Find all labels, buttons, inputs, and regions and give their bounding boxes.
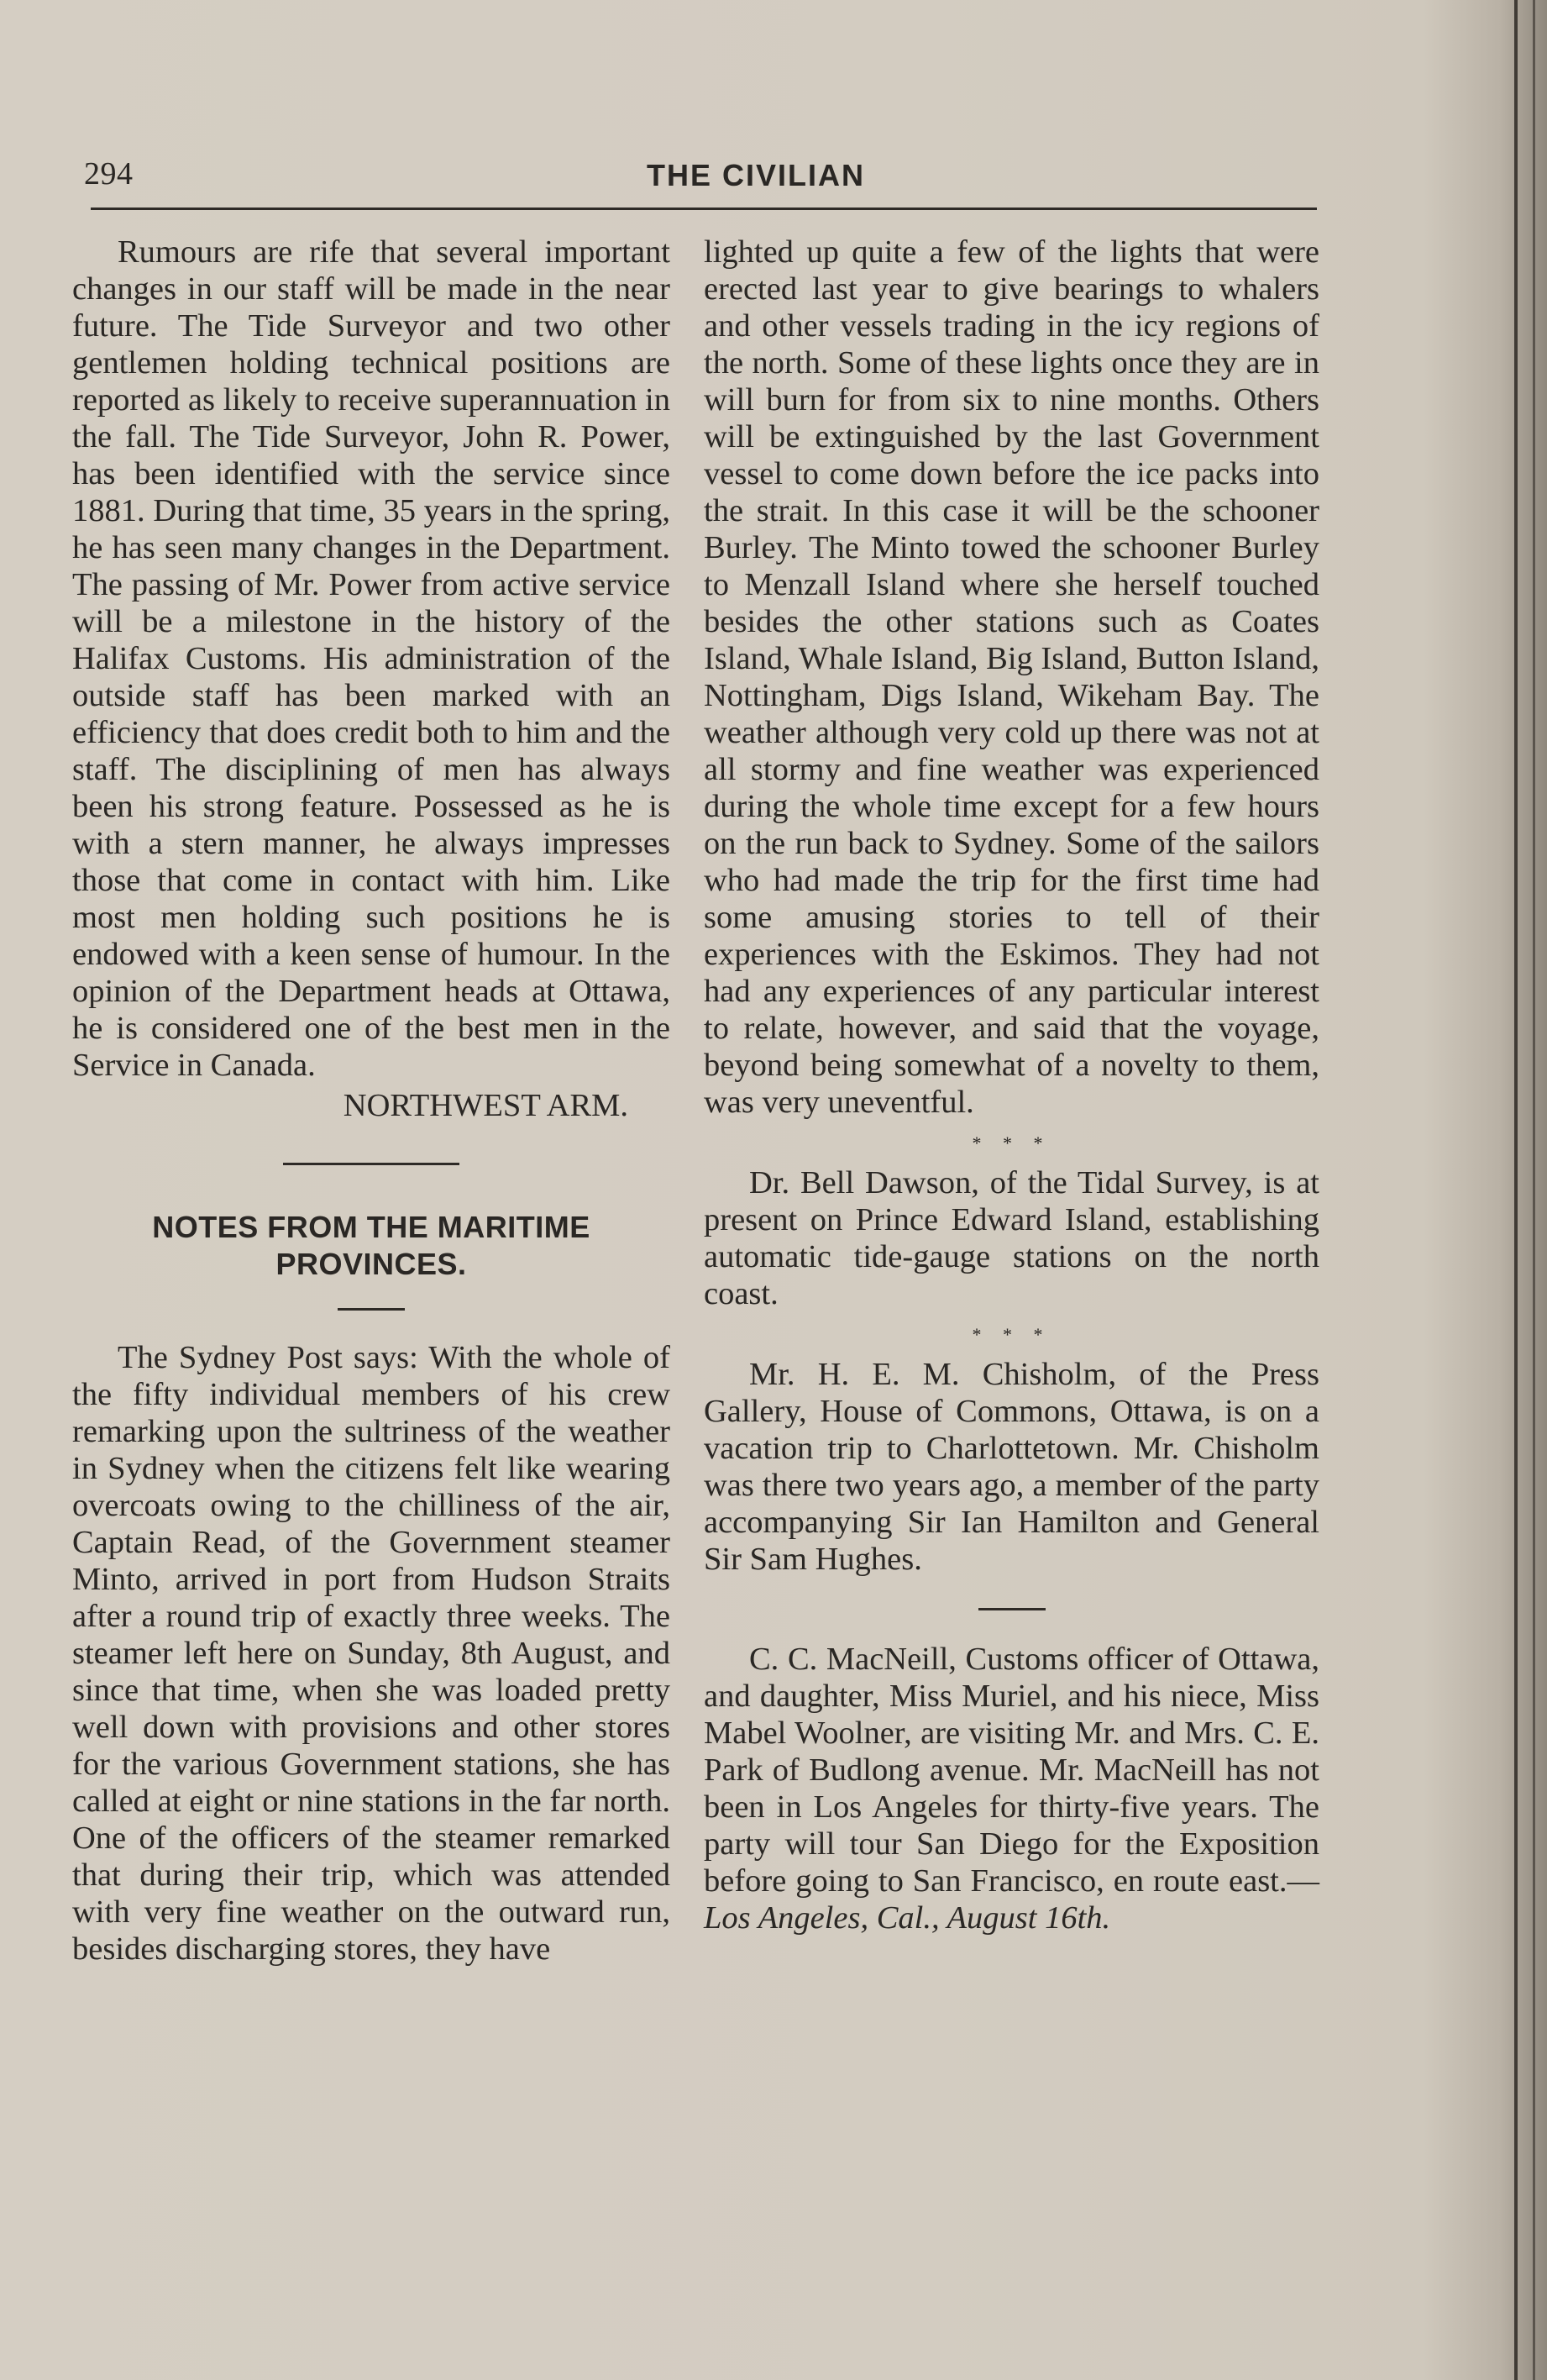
section-divider	[283, 1163, 459, 1165]
paragraph-source: Los Angeles, Cal., August 16th.	[704, 1900, 1111, 1936]
article-paragraph	[704, 1641, 1319, 1936]
article-paragraph: Mr. H. E. M. Chisholm, of the Press Gallery, House of Commons, Ottawa, is on a vacation trip to Charlottetown. Mr. Chisholm was there two years ago, a member of the party accompanying Sir Ian Hamilton and General Sir Sam Hughes.	[704, 1357, 1319, 1577]
paragraph-text: C. C. MacNeill, Customs officer of Ottawa, and daughter, Miss Muriel, and his niece, Miss Mabel Woolner, are visiting Mr. and Mrs. C. E. Park of Budlong avenue. Mr. MacNeill has not been in Los Angeles for thirty-five years. The party will tour San Diego for the Exposition before going to San Francisco, en route east.—	[704, 1642, 1319, 1899]
article-signature: NORTHWEST ARM.	[343, 1088, 628, 1123]
page-edge-line	[1533, 0, 1535, 2380]
journal-title: THE CIVILIAN	[646, 158, 865, 192]
article-paragraph: Dr. Bell Dawson, of the Tidal Survey, is at present on Prince Edward Island, establishing automatic tide-gauge stations on the north coast.	[704, 1165, 1319, 1311]
right-column	[704, 234, 1319, 1936]
separator-stars: * * *	[972, 1324, 1051, 1345]
page-edge-line	[1514, 0, 1518, 2380]
separator-stars: * * *	[972, 1132, 1051, 1153]
article-paragraph: lighted up quite a few of the lights that were erected last year to give bearings to whalers and other vessels trading in the icy regions of the north. Some of these lights once they are in will burn for from six to nine months. Others will be extinguished by the last Government vessel to come down before the ice packs into the strait. In this case it will be the schooner Burley. The Minto towed the schooner Burley to Menzall Island where she herself touched besides the other stations such as Coates Island, Whale Island, Big Island, Button Island, Nottingham, Digs Island, Wikeham Bay. The weather although very cold up there was not at all stormy and fine weather was experienced during the whole time except for a few hours on the run back to Sydney. Some of the sailors who had made the trip for the first time had some amusing stories to tell of their experiences with the Eskimos. They had not had any experiences of any particular interest to relate, however, and said that the voyage, beyond being somewhat of a novelty to them, was very uneventful.	[704, 234, 1319, 1120]
article-paragraph: The Sydney Post says: With the whole of the fifty individual members of his crew remarking upon the sultriness of the weather in Sydney when the citizens felt like wearing overcoats owing to the chilliness of the air, Captain Read, of the Government steamer Minto, arrived in port from Hudson Straits after a round trip of exactly three weeks. The steamer left here on Sunday, 8th August, and since that time, when she was loaded pretty well down with provisions and other stores for the various Government stations, she has called at eight or nine stations in the far north. One of the officers of the steamer remarked that during their trip, which was attended with very fine weather on the outward run, besides discharging stores, they have	[72, 1340, 670, 1967]
article-paragraph: Rumours are rife that several important changes in our staff will be made in the near future. The Tide Surveyor and two other gentlemen holding technical positions are reported as likely to receive superannuation in the fall. The Tide Surveyor, John R. Power, has been identified with the service since 1881. During that time, 35 years in the spring, he has seen many changes in the Department. The passing of Mr. Power from active service will be a milestone in the history of the Halifax Customs. His administration of the outside staff has been marked with an efficiency that does credit both to him and the staff. The disciplining of men has always been his strong feature. Possessed as he is with a stern manner, he always impresses those that come in contact with him. Like most men holding such positions he is endowed with a keen sense of humour. In the opinion of the Department heads at Ottawa, he is considered one of the best men in the Service in Canada.	[72, 234, 670, 1083]
page-header	[84, 151, 1319, 202]
page-number: 294	[84, 156, 134, 192]
section-divider	[978, 1608, 1046, 1610]
left-column	[72, 234, 670, 1968]
header-rule	[91, 208, 1317, 210]
heading-divider	[338, 1308, 405, 1311]
section-heading: NOTES FROM THE MARITIME PROVINCES.	[152, 1210, 590, 1281]
